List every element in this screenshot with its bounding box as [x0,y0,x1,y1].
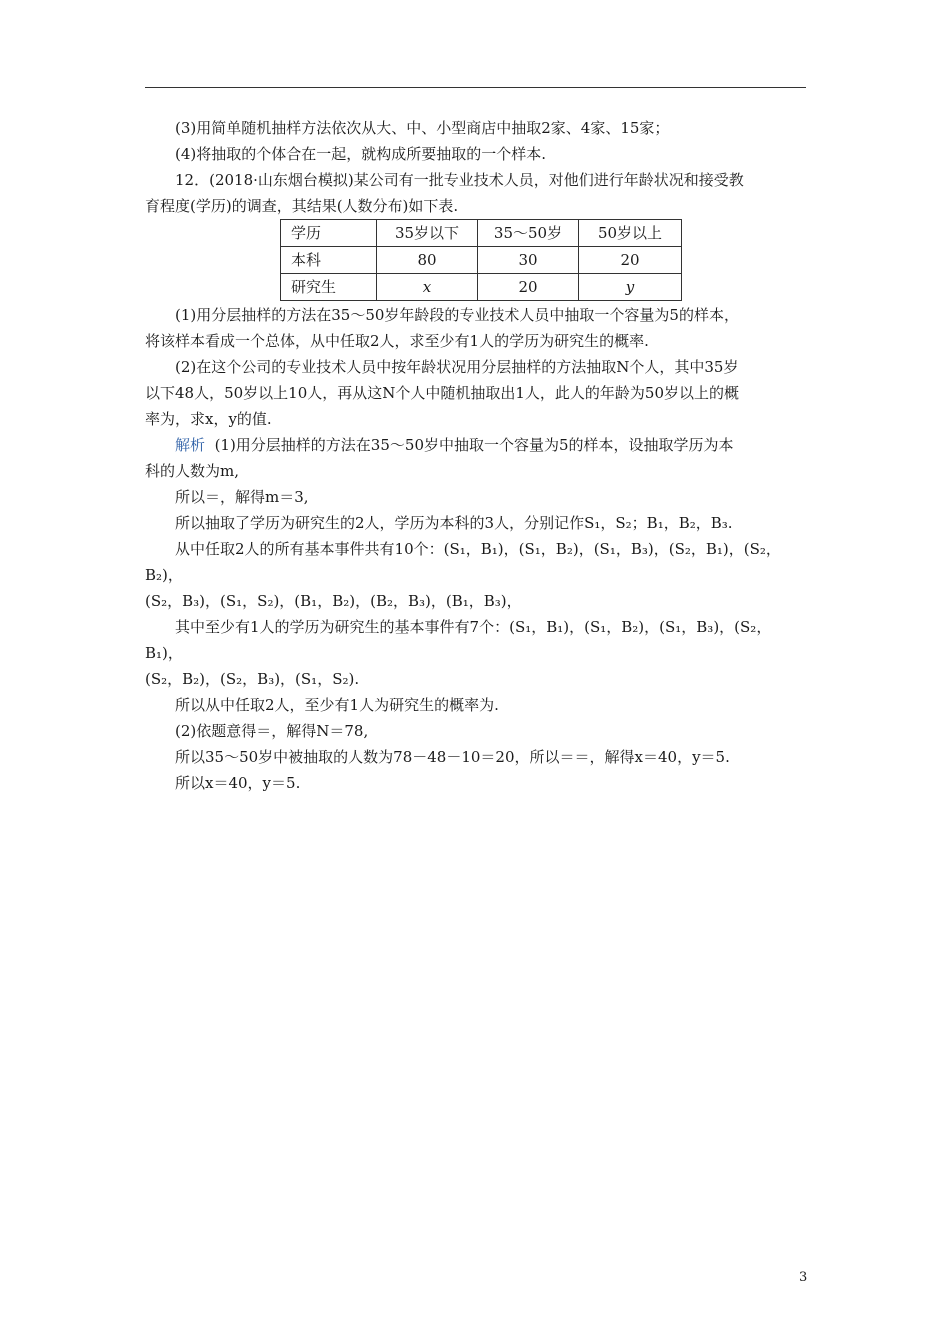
table-cell [377,274,478,301]
table-row [281,274,682,301]
solution-line: 所以35～50岁中被抽取的人数为78－48－10＝20，所以＝＝，解得x＝40，y＝5. [175,748,730,766]
table-cell: 本科 [281,247,377,274]
solution-line: (S₂，B₃)，(S₁，S₂)，(B₁，B₂)，(B₂，B₃)，(B₁，B₃)， [145,592,522,610]
solution-line: 其中至少有1人的学历为研究生的基本事件有7个：(S₁，B₁)，(S₁，B₂)，(S₁，B₃)，(S₂，B₁)， [145,618,772,662]
table-header-cell: 50岁以上 [579,220,682,247]
table-wrapper [145,219,806,302]
question-12-line: 12．(2018·山东烟台模拟)某公司有一批专业技术人员，对他们进行年龄状况和接受教 [175,171,744,189]
solution-line: 所以抽取了学历为研究生的2人，学历为本科的3人，分别记作S₁，S₂；B₁，B₂，B₃. [175,514,733,532]
table-cell: 研究生 [281,274,377,301]
question-12-line: 育程度(学历)的调查，其结果(人数分布)如下表. [145,197,459,215]
solution-line: 从中任取2人的所有基本事件共有10个：(S₁，B₁)，(S₁，B₂)，(S₁，B₃)，(S₂，B₁)，(S₂，B₂)， [145,540,781,584]
solution-line: (2)依题意得＝，解得N＝78, [175,722,369,740]
solution-line: 所以＝，解得m＝3, [175,488,309,506]
table-cell: 30 [478,247,579,274]
solution-line: 所以x＝40，y＝5. [175,774,301,792]
part-2-line: (2)在这个公司的专业技术人员中按年龄状况用分层抽样的方法抽取N个人，其中35岁 [175,358,739,376]
header-rule [145,87,806,88]
education-age-table [280,219,682,301]
text-line: (3)用简单随机抽样方法依次从大、中、小型商店中抽取2家、4家、15家； [175,119,670,137]
table-cell: 80 [377,247,478,274]
table-cell [579,274,682,301]
solution-label: 解析 [175,436,206,454]
table-header-cell: 35～50岁 [478,220,579,247]
part-2-line: 率为，求x，y的值. [145,410,272,428]
solution-line: 科的人数为m, [145,462,239,480]
part-1-line: 将该样本看成一个总体，从中任取2人，求至少有1人的学历为研究生的概率. [145,332,649,350]
solution-line: (S₂，B₂)，(S₂，B₃)，(S₁，S₂). [145,670,360,688]
page-number: 3 [799,1270,808,1285]
table-cell: 20 [579,247,682,274]
table-header-row [281,220,682,247]
solution-line [145,432,806,458]
part-1-line: (1)用分层抽样的方法在35～50岁年龄段的专业技术人员中抽取一个容量为5的样本， [175,306,739,324]
table-header-cell: 学历 [281,220,377,247]
part-2-line: 以下48人，50岁以上10人，再从这N个人中随机抽取出1人，此人的年龄为50岁以上的概 [145,384,740,402]
variable-x: x [422,277,432,296]
solution-line: 所以从中任取2人，至少有1人为研究生的概率为. [175,696,499,714]
solution-text: (1)用分层抽样的方法在35～50岁中抽取一个容量为5的样本，设抽取学历为本 [214,436,734,454]
table-header-cell: 35岁以下 [377,220,478,247]
table-row [281,247,682,274]
text-line: (4)将抽取的个体合在一起，就构成所要抽取的一个样本. [175,145,547,163]
table-cell: 20 [478,274,579,301]
variable-y: y [625,277,635,296]
document-body [145,115,806,796]
